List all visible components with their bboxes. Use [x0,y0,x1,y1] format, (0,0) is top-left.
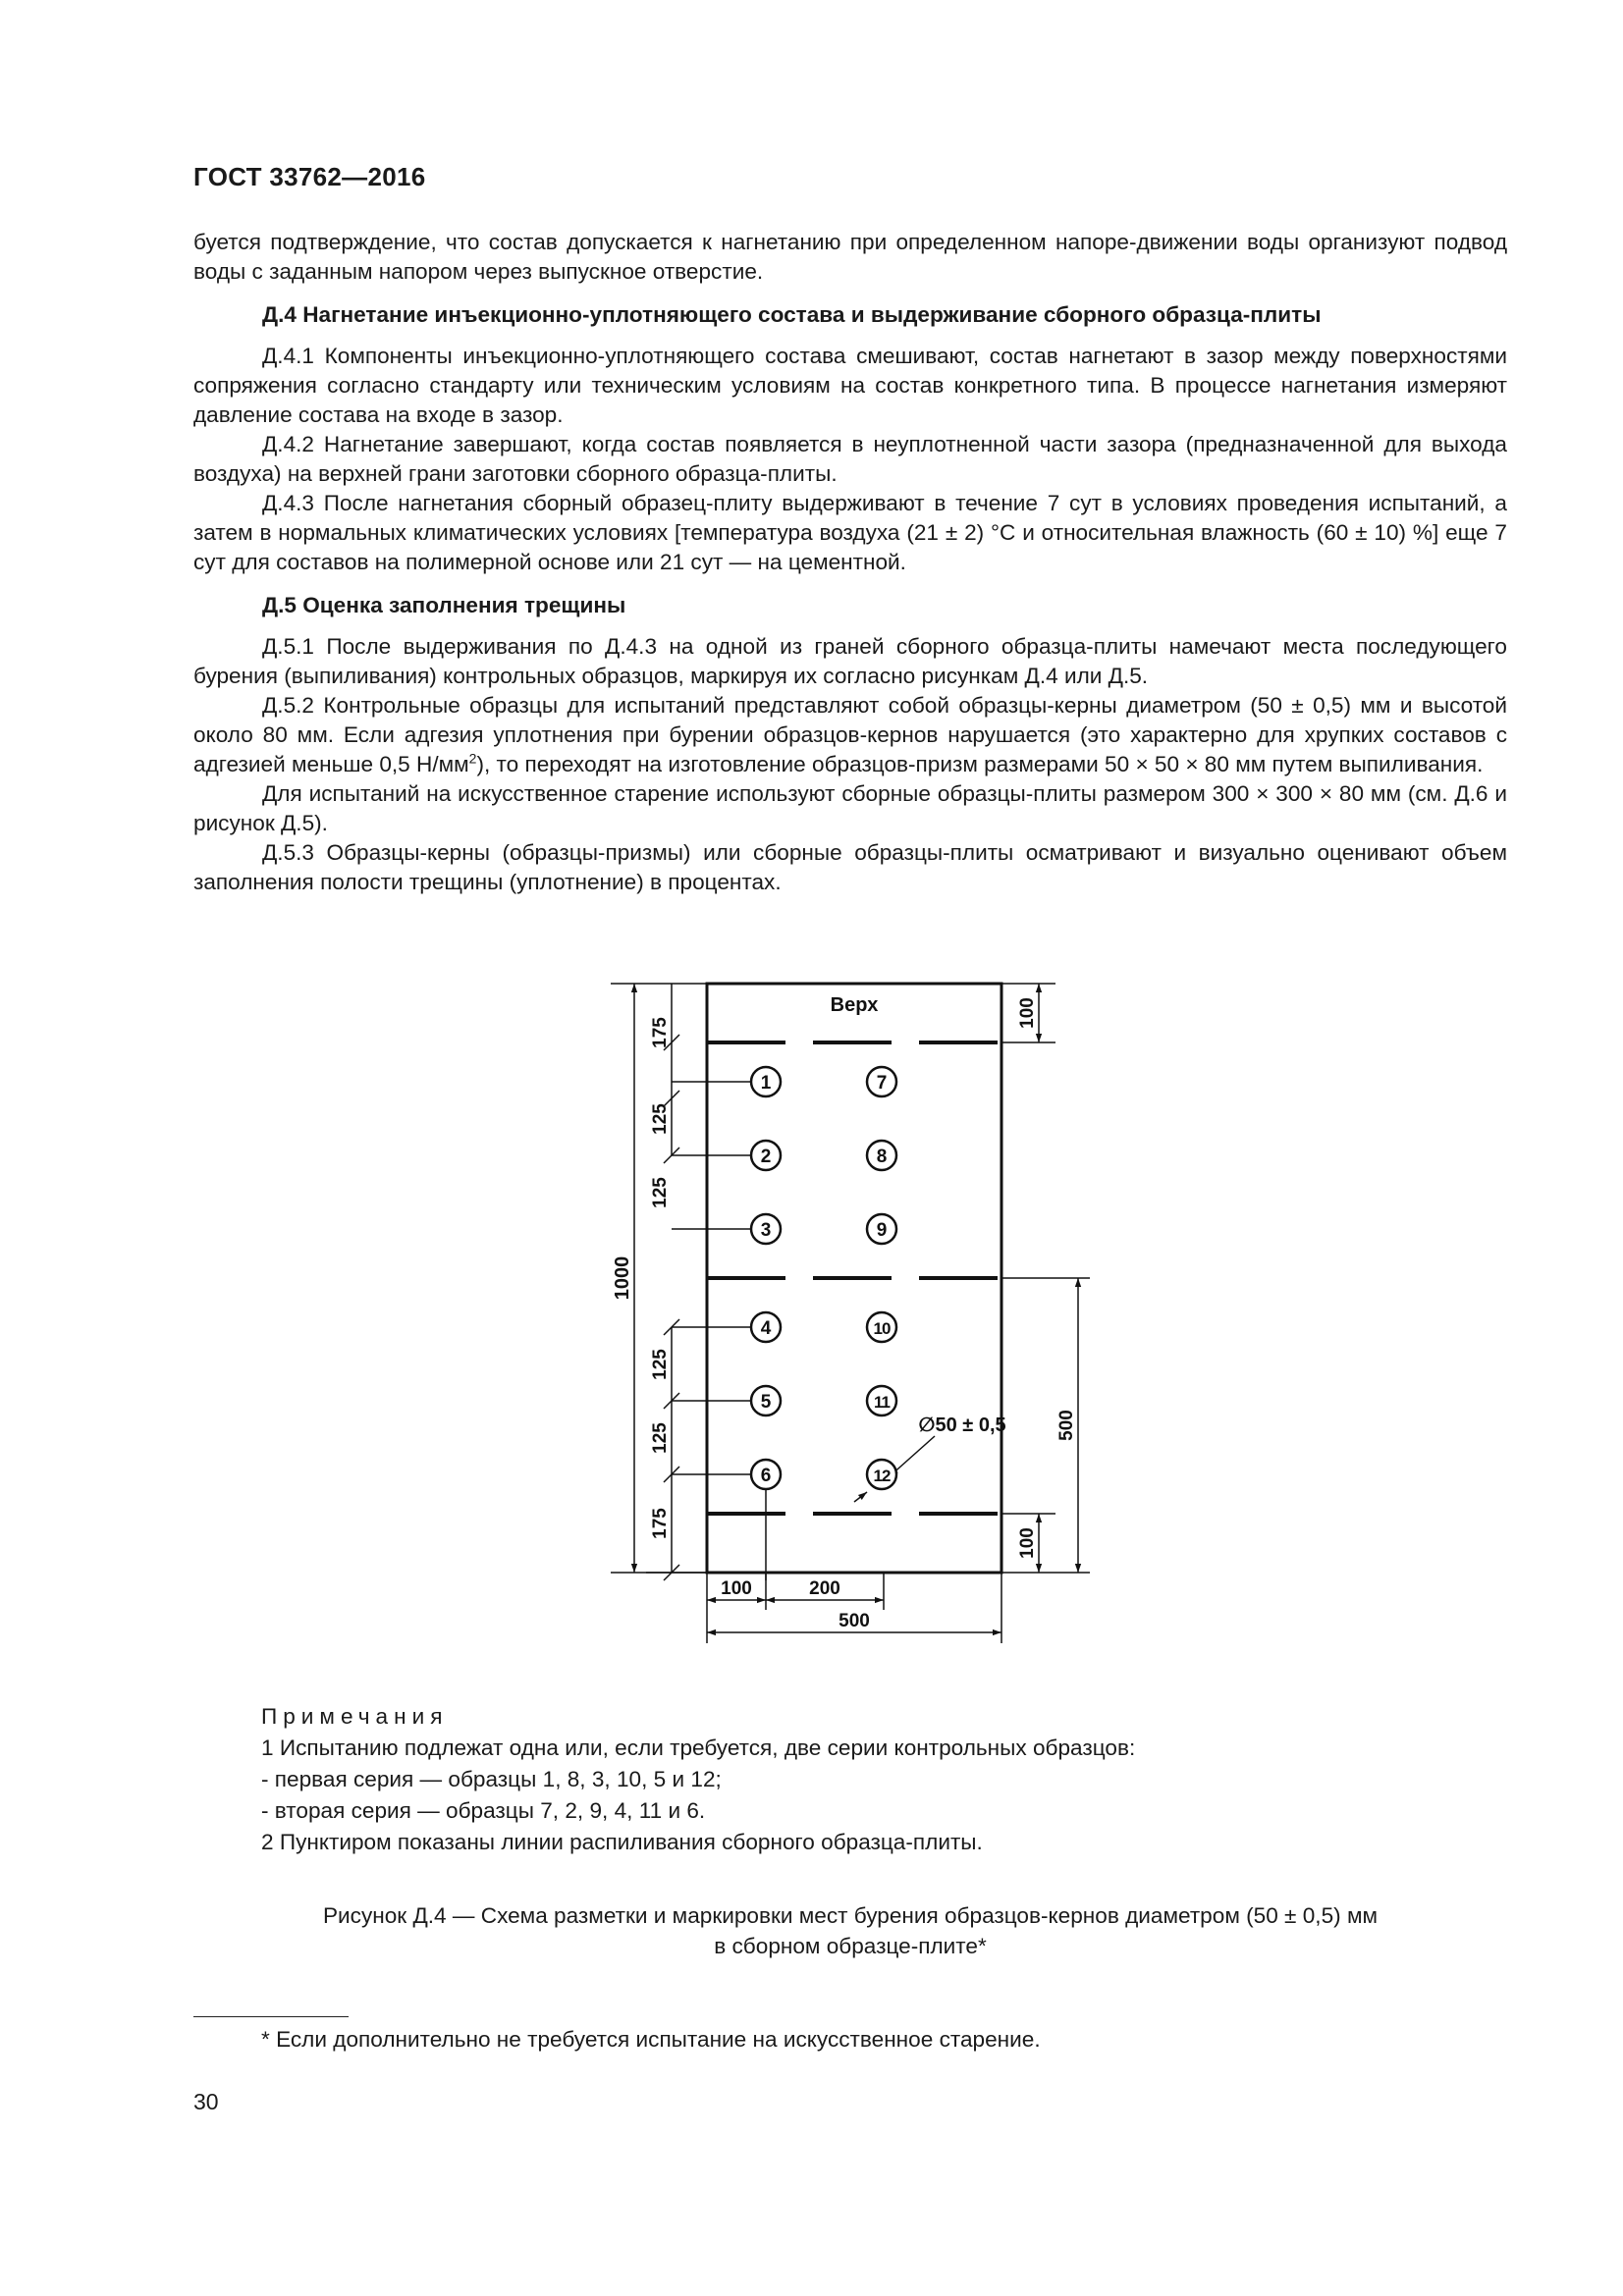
marker-8 [867,1141,896,1170]
diameter-label: ∅50 ± 0,5 [918,1415,1006,1436]
dim-label-left-4: 125 [650,1349,671,1380]
caption-line-1: Рисунок Д.4 — Схема разметки и маркировки мест бурения образцов-кернов диаметром (50 ± 0,5) мм [322,1903,1379,1928]
paragraph-continuation: буется подтверждение, что состав допускается к нагнетанию при определенном напоре-движении воды организуют подвод воды с заданным напором через выпускное отверстие. [193,230,1507,284]
paragraph-d43: Д.4.3 После нагнетания сборный образец-плиту выдерживают в течение 7 сут в условиях проведения испытаний, а затем в нормальных климатических условиях [температура воздуха (21 ± 2) °С и относительная влажность (60 ± 10) %] еще 7 сут для составов на полимерной основе или 21 сут — на цементной. [193,491,1507,574]
dim-label-left-2: 125 [650,1103,671,1135]
footnote-separator [193,2016,349,2017]
marker-10 [867,1312,896,1342]
svg-text:6: 6 [760,1466,772,1486]
note-2: 2 Пунктиром показаны линии распиливания сборного образца-плиты. [261,1830,983,1854]
notes-title: Примечания [261,1704,449,1729]
paragraph-d41: Д.4.1 Компоненты инъекционно-уплотняющего состава смешивают, состав нагнетают в зазор между поверхностями сопряжения согласно стандарту или техническим условиям на состав конкретного типа. В процессе нагнетания измеряют давление состава на входе в зазор. [193,344,1507,427]
svg-text:8: 8 [876,1147,888,1167]
svg-text:3: 3 [760,1220,772,1241]
dim-label-left-3: 125 [650,1177,671,1208]
figure-notes [261,1701,1135,1858]
dim-label-top-100: 100 [1017,997,1038,1029]
paragraph-d52-part1: Д.5.2 Контрольные образцы для испытаний представляют собой образцы-керны диаметром (50 ± 0,5) мм и высотой около 80 мм. Если адгезия уплотнения при бурении образцов-кернов нарушается (это характерно для хрупких составов с адгезией меньше 0,5 Н/мм [193,693,1507,776]
note-1-series-first: - первая серия — образцы 1, 8, 3, 10, 5 и 12; [261,1767,722,1791]
svg-text:5: 5 [760,1392,772,1413]
page-number: 30 [193,2089,219,2114]
dim-label-bottom-200-horizontal: 200 [809,1578,840,1599]
marker-7 [867,1067,896,1096]
note-1-series-second: - вторая серия — образцы 7, 2, 9, 4, 11 и 6. [261,1798,706,1823]
paragraph-d42: Д.4.2 Нагнетание завершают, когда состав появляется в неуплотненной части зазора (предназначенной для выхода воздуха) на верхней грани заготовки сборного образца-плиты. [193,432,1507,486]
dim-label-bottom-100: 100 [1017,1527,1038,1559]
svg-text:2: 2 [760,1147,772,1167]
caption-line-2: в сборном образце-плите* [714,1934,987,1958]
marker-12 [867,1460,896,1489]
figure-caption [193,1900,1507,1961]
marker-9 [867,1214,896,1244]
dim-label-left-5: 125 [650,1422,671,1454]
svg-text:9: 9 [876,1220,888,1241]
marker-2 [751,1141,781,1170]
marker-11 [867,1386,896,1415]
dim-label-bottom-100-horizontal: 100 [721,1578,752,1599]
paragraph-d52-aging: Для испытаний на искусственное старение используют сборные образцы-плиты размером 300 × 300 × 80 мм (см. Д.6 и рисунок Д.5). [193,781,1507,835]
paragraph-d53: Д.5.3 Образцы-керны (образцы-призмы) или сборные образцы-плиты осматривают и визуально оценивают объем заполнения полости трещины (уплотнение) в процентах. [193,840,1507,894]
dim-label-bottom-500-horizontal: 500 [839,1611,870,1631]
marker-4 [751,1312,781,1342]
figure-d4-drawing [589,972,1119,1669]
svg-text:1: 1 [760,1073,772,1094]
dim-label-1000: 1000 [612,1255,633,1301]
paragraph-d52 [193,691,1507,779]
note-1: 1 Испытанию подлежат одна или, если требуется, две серии контрольных образцов: [261,1735,1136,1760]
dim-label-left-1: 175 [650,1017,671,1048]
body-text [193,228,1507,897]
svg-text:4: 4 [760,1318,772,1339]
dim-label-left-6: 175 [650,1508,671,1539]
superscript-two: 2 [468,750,477,767]
marker-3 [751,1214,781,1244]
section-heading-d5: Д.5 Оценка заполнения трещины [262,593,626,617]
marker-5 [751,1386,781,1415]
footnote: * Если дополнительно не требуется испытание на искусственное старение. [261,2027,1041,2052]
top-label: Верх [830,994,879,1016]
document-header: ГОСТ 33762—2016 [193,162,426,191]
svg-text:10: 10 [873,1319,891,1338]
section-heading-d4: Д.4 Нагнетание инъекционно-уплотняющего состава и выдерживание сборного образца-плиты [262,302,1322,327]
svg-text:7: 7 [876,1073,888,1094]
svg-text:11: 11 [874,1393,890,1412]
marker-6 [751,1460,781,1489]
paragraph-d52-part2: ), то переходят на изготовление образцов-призм размерами 50 × 50 × 80 мм путем выпиливания. [476,752,1484,776]
paragraph-d51: Д.5.1 После выдерживания по Д.4.3 на одной из граней сборного образца-плиты намечают места последующего бурения (выпиливания) контрольных образцов, маркируя их согласно рисункам Д.4 или Д.5. [193,634,1507,688]
marker-1 [751,1067,781,1096]
drill-layout-diagram [589,972,1119,1669]
dim-label-500-vertical: 500 [1056,1410,1077,1441]
svg-text:12: 12 [873,1467,891,1485]
